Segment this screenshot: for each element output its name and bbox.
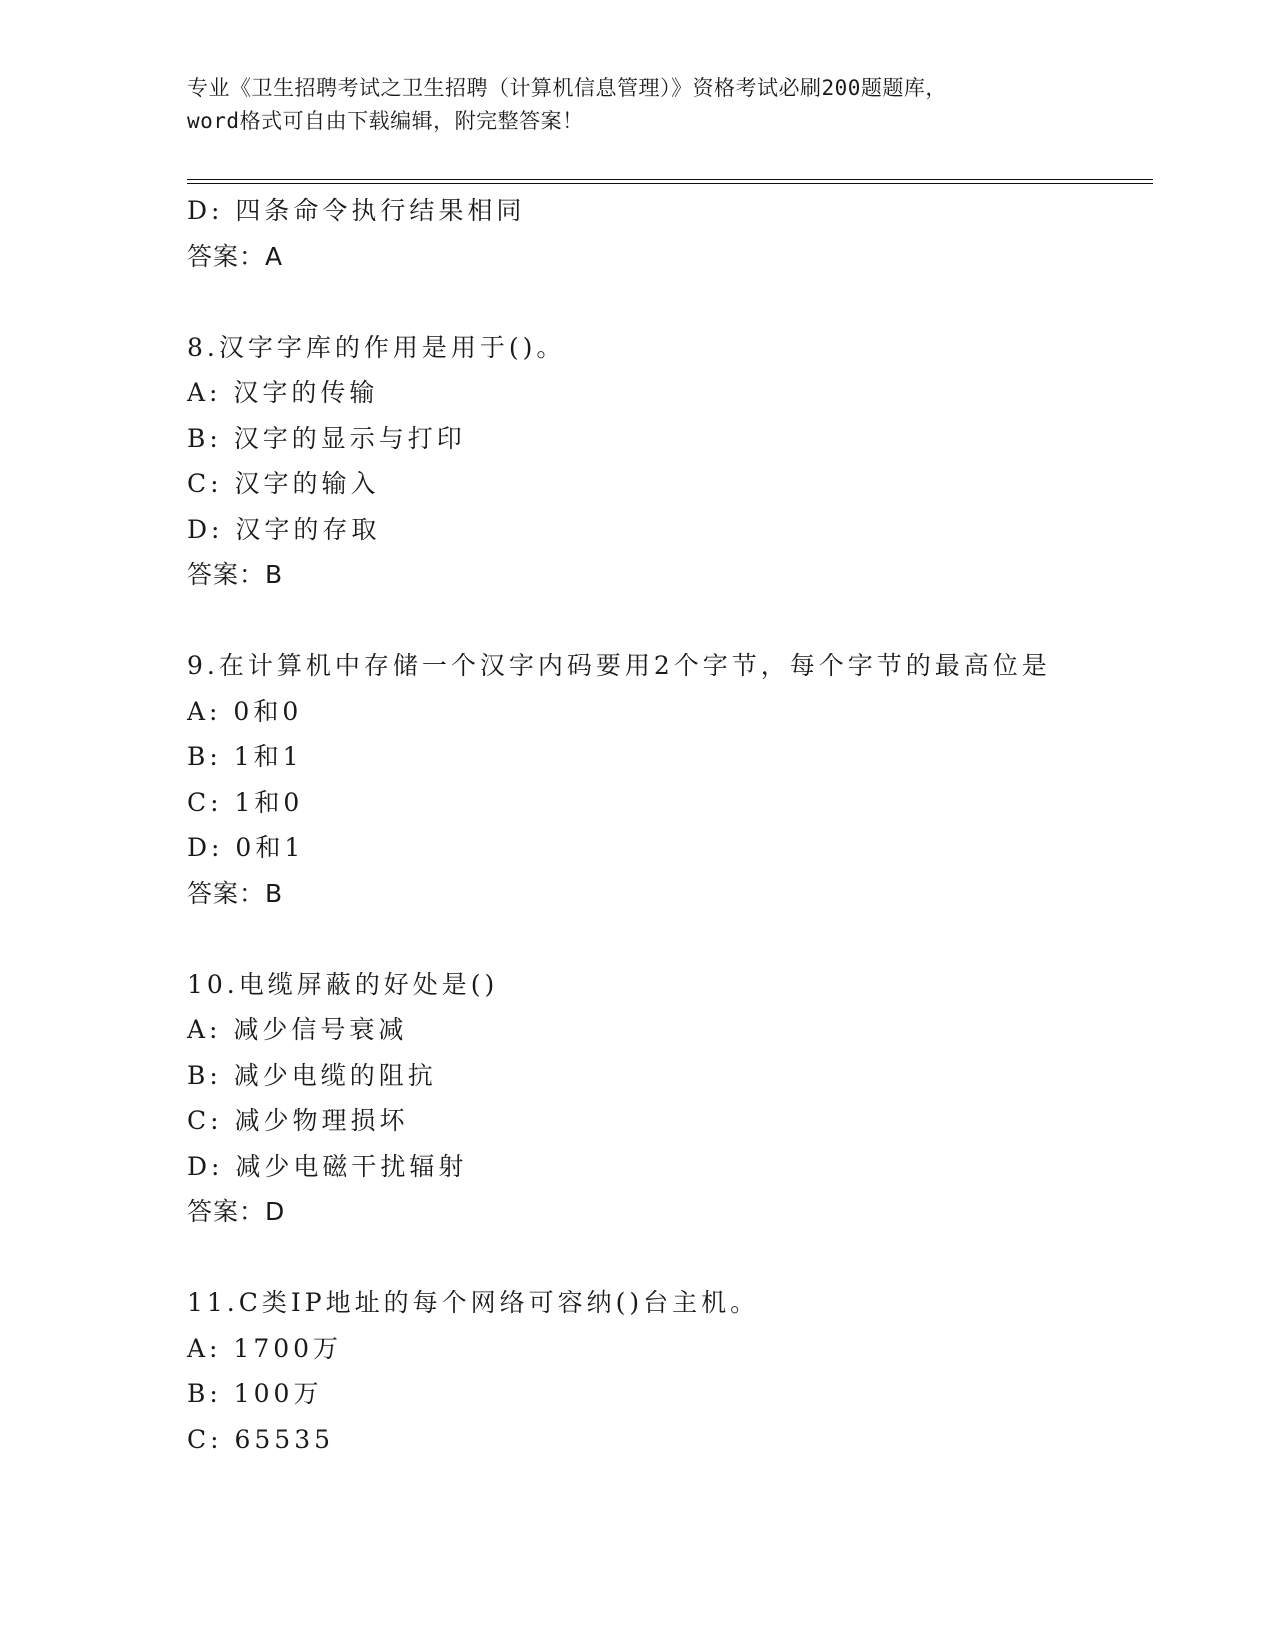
option-d: D: 汉字的存取 <box>187 514 381 544</box>
answer-label: 答案：A <box>187 241 284 271</box>
option-c: C: 65535 <box>187 1424 335 1454</box>
option-c: C: 汉字的输入 <box>187 469 380 498</box>
spacer <box>187 916 1153 962</box>
spacer <box>187 279 1153 325</box>
option-a: A: 汉字的传输 <box>187 378 379 407</box>
question-stem: 10.电缆屏蔽的好处是() <box>187 969 499 999</box>
question-fragment <box>187 188 1153 279</box>
option-a: A: 0和0 <box>187 696 303 726</box>
option-c: C: 1和0 <box>187 787 304 817</box>
question-stem: 8.汉字字库的作用是用于()。 <box>187 332 566 362</box>
answer-label: 答案：B <box>187 878 284 908</box>
option-a: A: 减少信号衰减 <box>187 1015 408 1044</box>
option-d: D: 减少电磁干扰辐射 <box>187 1151 468 1181</box>
option-a: A: 1700万 <box>187 1333 343 1363</box>
header-title-line-1: 专业《卫生招聘考试之卫生招聘（计算机信息管理）》资格考试必刷200题题库， <box>187 76 947 100</box>
option-b: B: 减少电缆的阻抗 <box>187 1060 437 1090</box>
answer-label: 答案：B <box>187 560 284 589</box>
question-9 <box>187 643 1153 916</box>
option-d: D: 0和1 <box>187 833 305 862</box>
document-header <box>187 72 1087 138</box>
option-b: B: 100万 <box>187 1379 323 1408</box>
header-divider <box>187 179 1153 184</box>
option-b: B: 1和1 <box>187 742 303 771</box>
question-list <box>187 188 1153 1462</box>
question-8 <box>187 325 1153 598</box>
header-title-line-2: word格式可自由下载编辑，附完整答案！ <box>187 109 584 133</box>
question-stem: 11.C类IP地址的每个网络可容纳()台主机。 <box>187 1288 760 1317</box>
spacer <box>187 598 1153 644</box>
spacer <box>187 1235 1153 1281</box>
question-10 <box>187 962 1153 1235</box>
option-b: B: 汉字的显示与打印 <box>187 423 466 453</box>
question-stem: 9.在计算机中存储一个汉字内码要用2个字节，每个字节的最高位是 <box>187 651 1051 680</box>
answer-label: 答案：D <box>187 1197 286 1226</box>
option-d: D: 四条命令执行结果相同 <box>187 196 526 225</box>
question-11 <box>187 1280 1153 1462</box>
option-c: C: 减少物理损坏 <box>187 1106 409 1135</box>
